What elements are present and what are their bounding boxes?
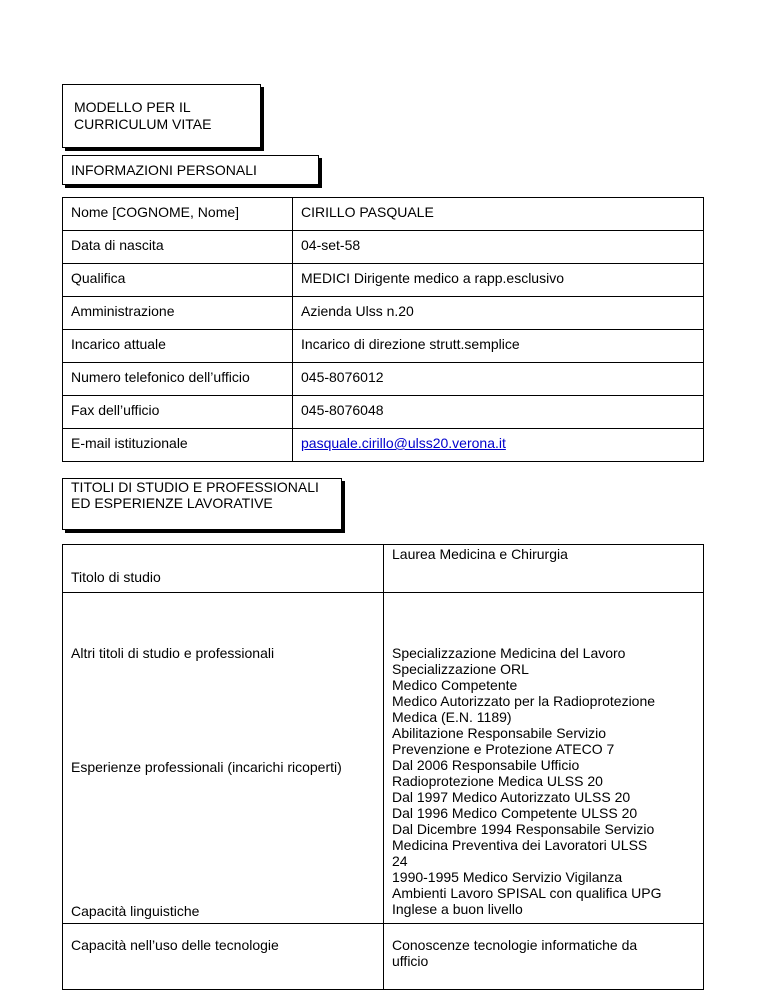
- field-label: Incarico attuale: [63, 330, 293, 363]
- field-label: Numero telefonico dell’ufficio: [63, 363, 293, 396]
- field-value: Incarico di direzione strutt.semplice: [293, 330, 704, 363]
- field-value: [293, 429, 704, 462]
- field-label: Data di nascita: [63, 231, 293, 264]
- table-row: [63, 429, 704, 462]
- field-label: Nome [COGNOME, Nome]: [63, 198, 293, 231]
- field-label: Capacità linguistiche: [71, 903, 200, 919]
- field-label: Altri titoli di studio e professionali: [71, 645, 275, 661]
- table-row: [63, 924, 704, 990]
- table-row: [63, 545, 704, 593]
- table-row: [63, 297, 704, 330]
- field-value: 045-8076012: [293, 363, 704, 396]
- personal-info-heading: INFORMAZIONI PERSONALI: [71, 162, 257, 178]
- field-label: Capacità nell’uso delle tecnologie: [63, 924, 384, 990]
- field-label: Fax dell’ufficio: [63, 396, 293, 429]
- cv-title-line1: MODELLO PER IL: [74, 99, 191, 115]
- field-label: Esperienze professionali (incarichi ricoperti): [71, 759, 342, 775]
- combined-label-cell: [63, 593, 384, 924]
- field-value: Conoscenze tecnologie informatiche da ufficio: [384, 924, 704, 990]
- studies-table: [62, 544, 704, 990]
- field-value: Specializzazione Medicina del Lavoro Specializzazione ORL Medico Competente Medico Autorizzato per la Radioprotezione Medica (E.N. 1189) Abilitazione Responsabile Servizio Prevenzione e Protezione ATECO 7 Dal 2006 Responsabile Ufficio Radioprotezione Medica ULSS 20 Dal 1997 Medico Autorizzato ULSS 20 Dal 1996 Medico Competente ULSS 20 Dal Dicembre 1994 Responsabile Servizio Medicina Preventiva dei Lavoratori ULSS 24 1990-1995 Medico Servizio Vigilanza Ambienti Lavoro SPISAL con qualifica UPG Inglese a buon livello: [392, 645, 662, 917]
- field-value: Laurea Medicina e Chirurgia: [384, 545, 704, 593]
- email-link[interactable]: pasquale.cirillo@ulss20.verona.it: [301, 435, 506, 451]
- table-row: [63, 396, 704, 429]
- table-row: [63, 198, 704, 231]
- table-row: [63, 593, 704, 924]
- combined-value-cell: [384, 593, 704, 924]
- personal-info-table: [62, 197, 704, 462]
- table-row: [63, 264, 704, 297]
- field-label: Qualifica: [63, 264, 293, 297]
- field-value: 04-set-58: [293, 231, 704, 264]
- table-row: [63, 231, 704, 264]
- studies-heading: TITOLI DI STUDIO E PROFESSIONALI ED ESPERIENZE LAVORATIVE: [71, 479, 319, 511]
- field-label: Titolo di studio: [63, 545, 384, 593]
- cv-title-line2: CURRICULUM VITAE: [74, 116, 212, 132]
- field-label: Amministrazione: [63, 297, 293, 330]
- cv-title: [74, 99, 254, 133]
- field-label: E-mail istituzionale: [63, 429, 293, 462]
- field-value: MEDICI Dirigente medico a rapp.esclusivo: [293, 264, 704, 297]
- field-value: Azienda Ulss n.20: [293, 297, 704, 330]
- table-row: [63, 363, 704, 396]
- field-value: 045-8076048: [293, 396, 704, 429]
- table-row: [63, 330, 704, 363]
- field-value: CIRILLO PASQUALE: [293, 198, 704, 231]
